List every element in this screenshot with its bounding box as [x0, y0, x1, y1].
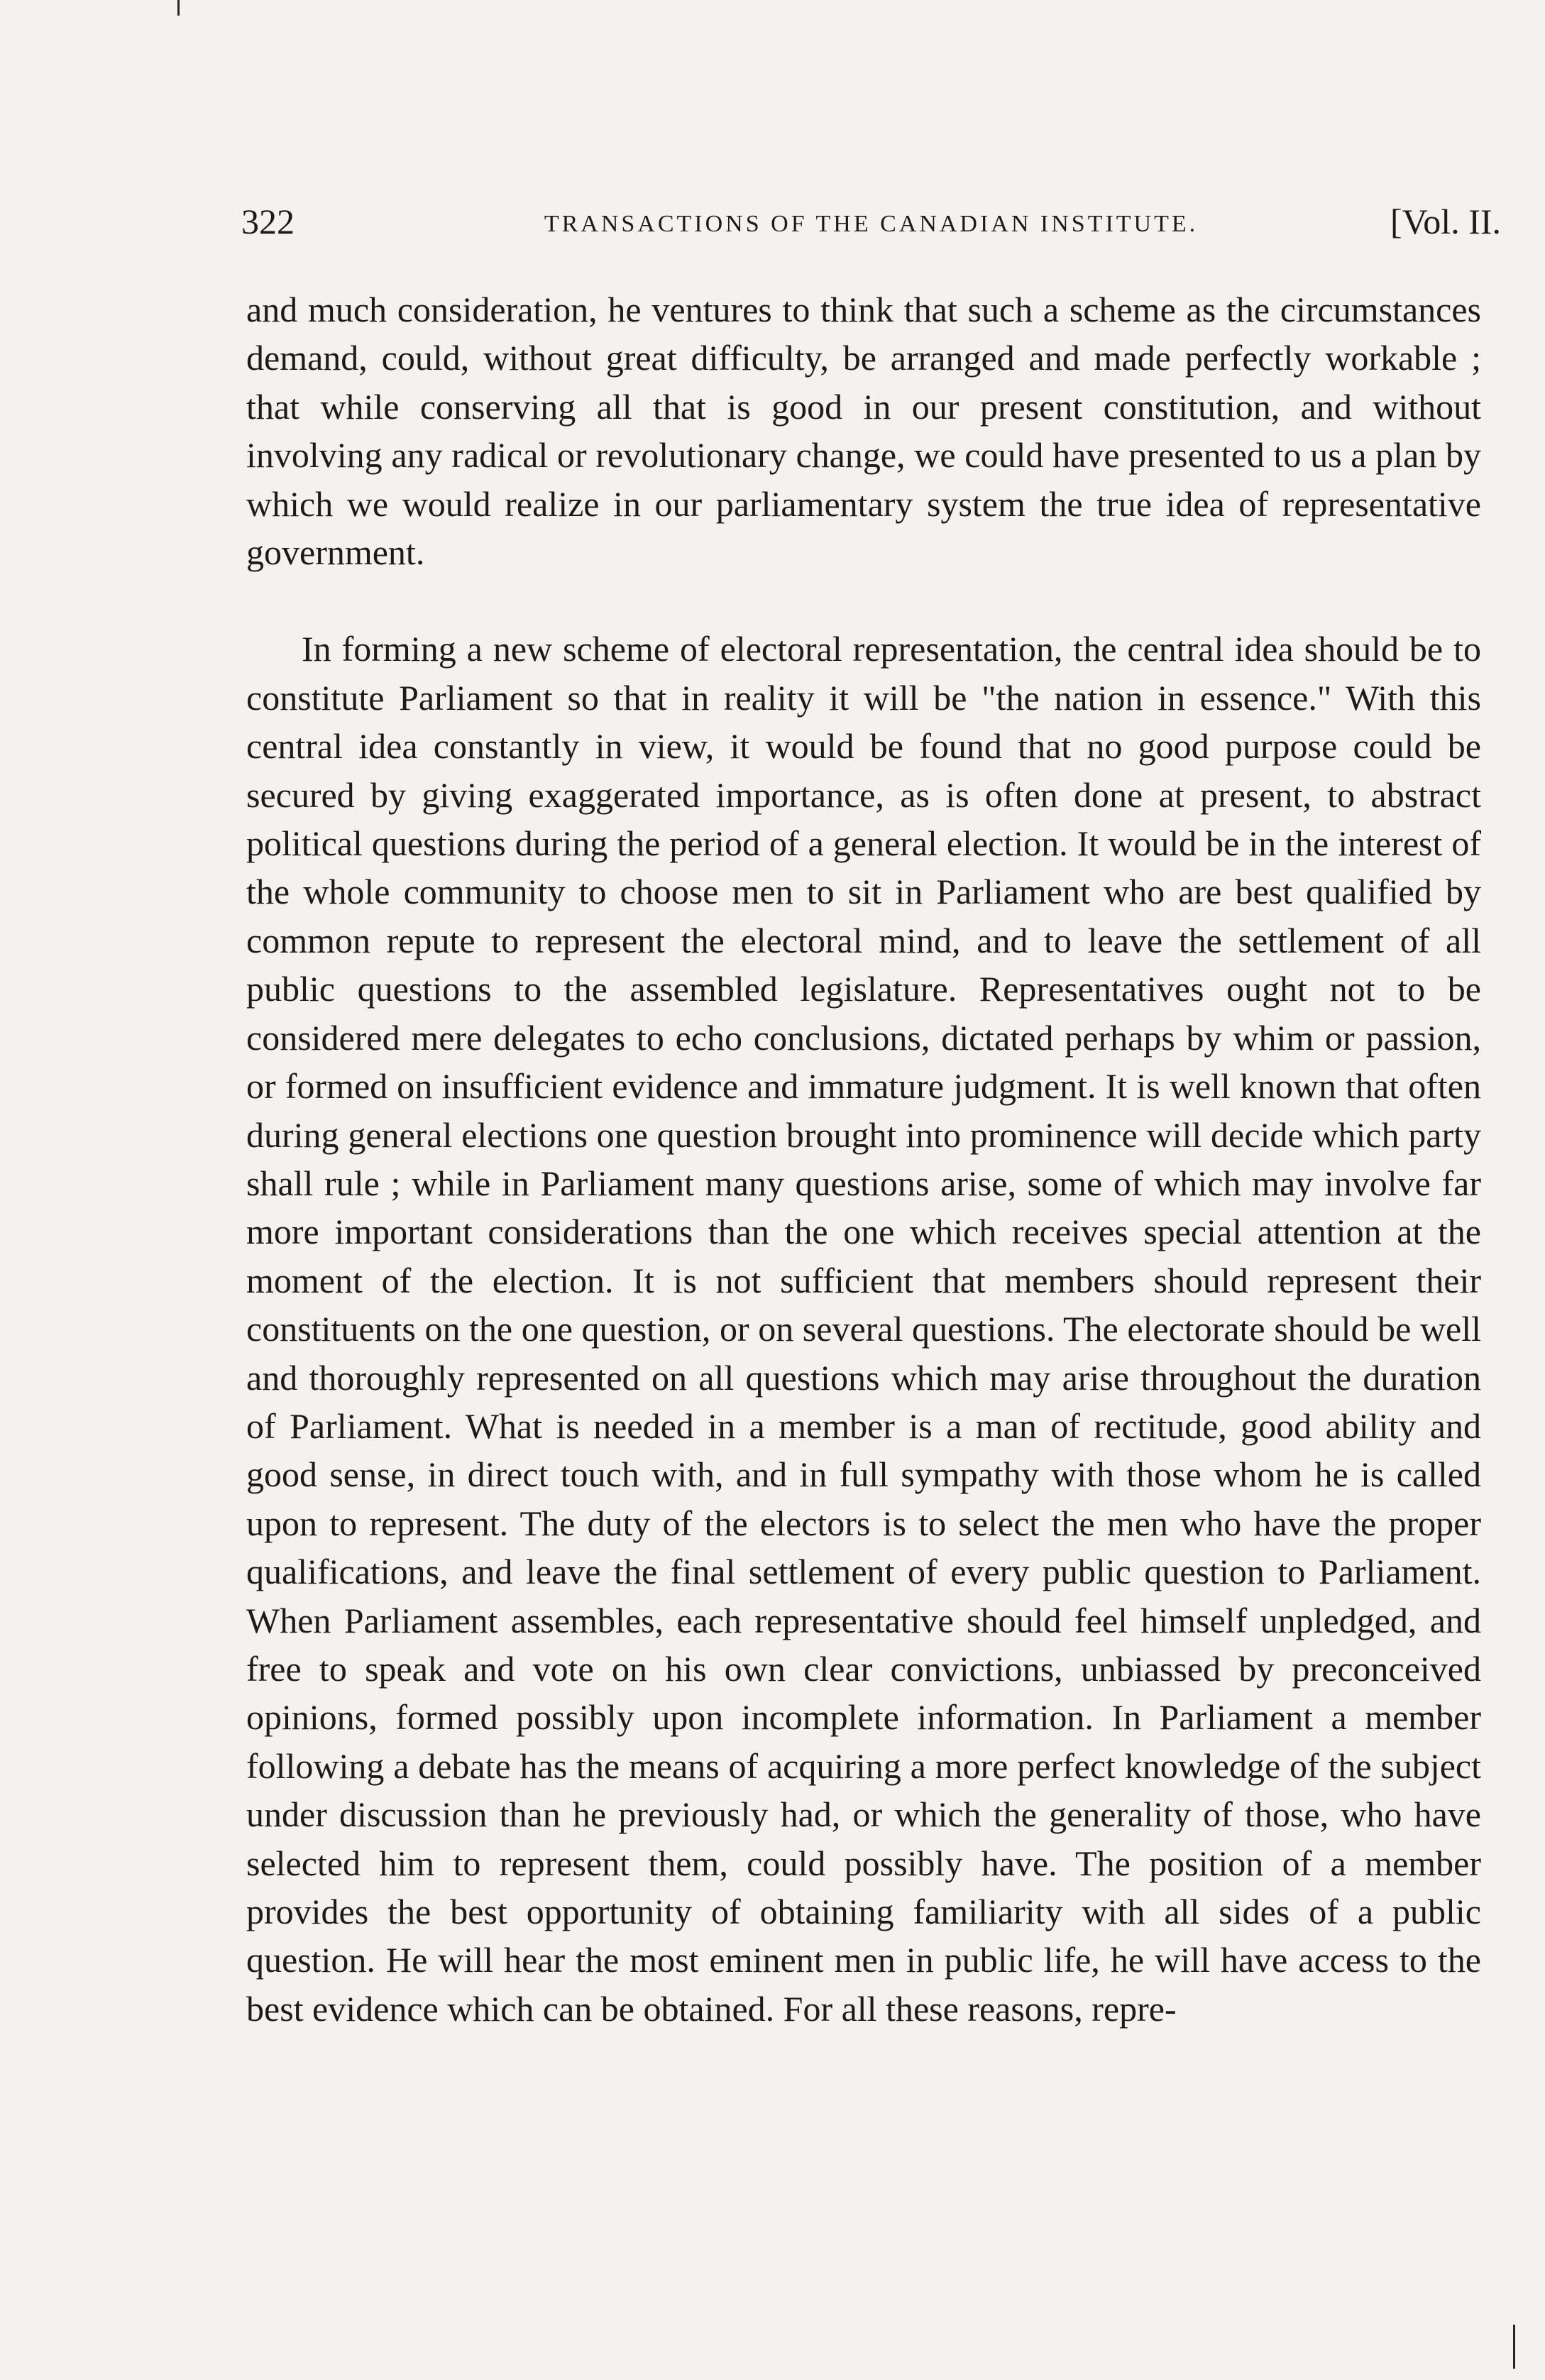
page-number: 322 — [241, 202, 295, 241]
page-header — [241, 200, 1501, 243]
scan-artifact-bottom — [1513, 2325, 1515, 2369]
body-text — [246, 285, 1481, 2033]
paragraph-electoral-scheme: In forming a new scheme of electoral representation, the central idea should be to constitute Parliament so that in reality it will be "the nation in essence." With this central idea constantly in view, it would be found that no good purpose could be secured by giving exaggerated importance, as is often done at present, to abstract political questions during the period of a general election. It would be in the interest of the whole community to choose men to sit in Parliament who are best qualified by common repute to represent the electoral mind, and to leave the settlement of all public questions to the assembled legislature. Representatives ought not to be considered mere delegates to echo conclusions, dictated perhaps by whim or passion, or formed on insufficient evidence and immature judgment. It is well known that often during general elections one question brought into prominence will decide which party shall rule ; while in Parliament many questions arise, some of which may involve far more important considerations than the one which receives special attention at the moment of the election. It is not sufficient that members should represent their constituents on the one question, or on several questions. The electorate should be well and thoroughly represented on all questions which may arise throughout the duration of Parliament. What is needed in a member is a man of rectitude, good ability and good sense, in direct touch with, and in full sympathy with those whom he is called upon to represent. The duty of the electors is to select the men who have the proper qualifications, and leave the final settlement of every public question to Parliament. When Parliament assembles, each representative should feel himself unpledged, and free to speak and vote on his own clear convictions, unbiassed by preconceived opinions, formed possibly upon incomplete information. In Parliament a member following a debate has the means of acquiring a more perfect knowledge of the subject under discussion than he previously had, or which the generality of those, who have selected him to represent them, could possibly have. The position of a member provides the best opportunity of obtaining familiarity with all sides of a public question. He will hear the most eminent men in public life, he will have access to the best evidence which can be obtained. For all these reasons, repre- — [246, 629, 1481, 2029]
running-title: TRANSACTIONS OF THE CANADIAN INSTITUTE. — [544, 211, 1199, 237]
paragraph-continued: and much consideration, he ventures to think that such a scheme as the circumstances demand, could, without great difficulty, be arranged and made perfectly workable ; that while conserving all that is good in our present constitution, and without involving any radical or revolutionary change, we could have presented to us a plan by which we would realize in our parliamentary system the true idea of representative government. — [246, 290, 1481, 573]
scan-artifact-top — [177, 0, 180, 16]
volume-label: [Vol. II. — [1390, 202, 1501, 241]
